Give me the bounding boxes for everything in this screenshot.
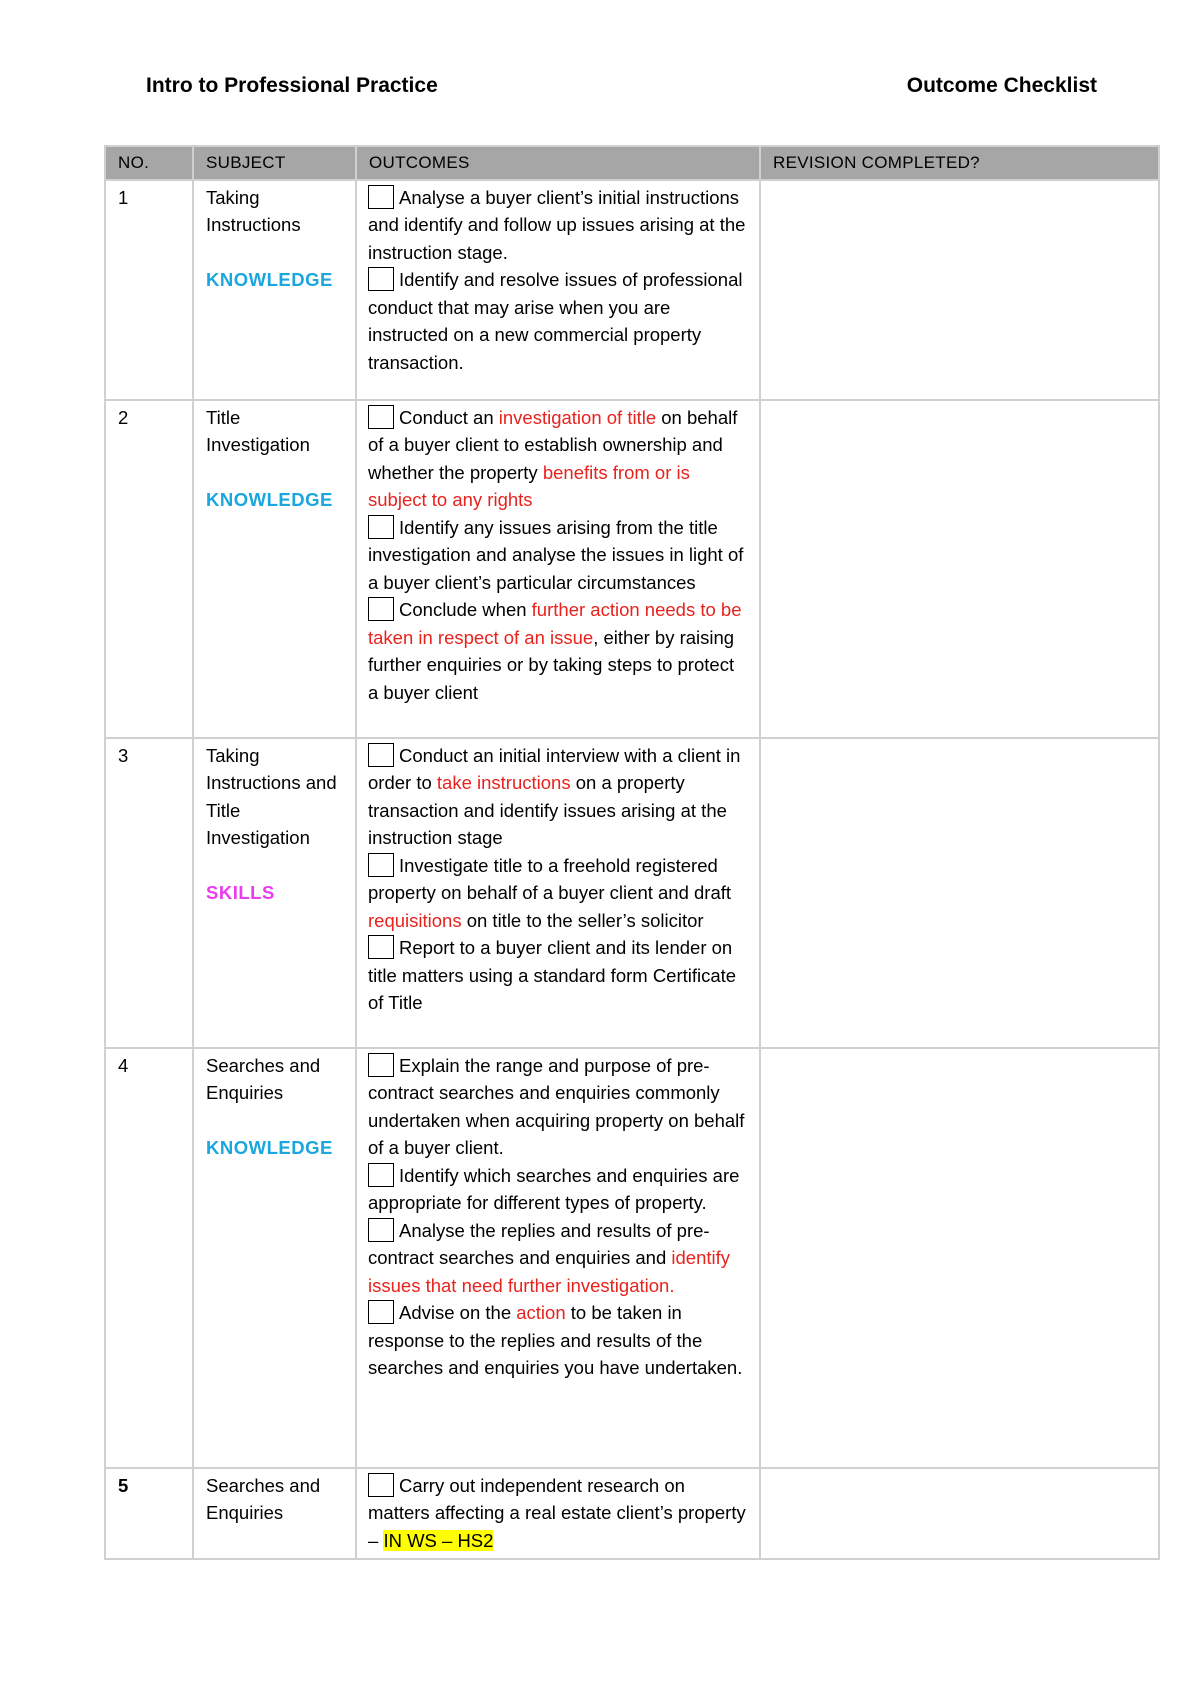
outcome-highlight-text: investigation of title [498, 406, 657, 428]
table-row [105, 1468, 1159, 1560]
checkbox-icon[interactable] [368, 1053, 394, 1077]
checkbox-icon[interactable] [368, 935, 394, 959]
outcome-highlight-text: identify issues that need further investigation. [368, 1247, 731, 1296]
checkbox-icon[interactable] [368, 1300, 394, 1324]
subject-name: Searches and Enquiries [206, 1054, 321, 1103]
outcome-item [368, 742, 749, 852]
subject-name: Searches and Enquiries [206, 1474, 321, 1523]
outcome-item [368, 934, 749, 1017]
outcome-checklist-table [104, 145, 1160, 1560]
table-row [105, 400, 1159, 738]
subject-name: Taking Instructions [206, 186, 301, 235]
column-header-subject: SUBJECT [193, 146, 356, 180]
revision-completed-cell[interactable] [760, 1048, 1159, 1468]
outcome-highlight-text: action [516, 1302, 566, 1323]
outcomes-cell [356, 400, 760, 738]
checkbox-icon[interactable] [368, 405, 394, 429]
outcome-item [368, 852, 749, 935]
subject-cell [193, 1048, 356, 1468]
subject-category-tag: KNOWLEDGE [206, 488, 333, 510]
outcome-text: , either by raising further enquiries or by taking steps to protect a buyer client [368, 626, 735, 703]
outcome-highlight-text: requisitions [368, 909, 462, 931]
outcomes-cell [356, 738, 760, 1048]
subject-cell [193, 400, 356, 738]
checkbox-icon[interactable] [368, 1163, 394, 1187]
column-header-no: NO. [105, 146, 193, 180]
checkbox-icon[interactable] [368, 1218, 394, 1242]
outcome-text: Conclude when [399, 599, 532, 620]
outcome-text: Analyse a buyer client’s initial instructions and identify and follow up issues arising at the instruction stage. [368, 186, 746, 263]
outcome-text: on a property transaction and identify issues arising at the instruction stage [368, 772, 727, 848]
row-number: 4 [105, 1048, 193, 1468]
outcome-text: Identify and resolve issues of professional conduct that may arise when you are instructed on a new commercial property transaction. [368, 269, 743, 373]
outcome-text: Advise on the [399, 1302, 517, 1323]
subject-name: Taking Instructions and Title Investigation [206, 744, 337, 848]
outcome-item [368, 1472, 749, 1555]
subject-cell [193, 1468, 356, 1560]
outcome-text: to be taken in response to the replies and results of the searches and enquiries you have undertaken. [368, 1302, 743, 1378]
row-number: 2 [105, 400, 193, 738]
outcome-text: on title to the seller’s solicitor [461, 909, 704, 931]
outcome-item [368, 184, 749, 267]
checkbox-icon[interactable] [368, 853, 394, 877]
column-header-revision: REVISION COMPLETED? [760, 146, 1159, 180]
outcome-text: Conduct an [399, 406, 499, 428]
subject-category-tag: KNOWLEDGE [206, 268, 333, 290]
outcome-text: on behalf of a buyer client to establish ownership and whether the property [368, 406, 738, 483]
checkbox-icon[interactable] [368, 1473, 394, 1497]
table-row [105, 180, 1159, 400]
checkbox-icon[interactable] [368, 597, 394, 621]
checkbox-icon[interactable] [368, 515, 394, 539]
subject-category-tag: SKILLS [206, 881, 275, 903]
document-title: Intro to Professional Practice [146, 74, 438, 97]
revision-completed-cell[interactable] [760, 400, 1159, 738]
outcome-marked-text: IN WS – HS2 [383, 1529, 494, 1551]
checkbox-icon[interactable] [368, 743, 394, 767]
outcome-text: Report to a buyer client and its lender on title matters using a standard form Certificate of Title [368, 937, 737, 1013]
revision-completed-cell[interactable] [760, 738, 1159, 1048]
outcome-item [368, 266, 749, 376]
page-header [146, 74, 1097, 108]
outcome-item [368, 1162, 749, 1217]
document-subtitle: Outcome Checklist [906, 74, 1097, 97]
subject-name: Title Investigation [206, 406, 310, 455]
outcome-item [368, 1217, 749, 1300]
outcomes-cell [356, 180, 760, 400]
outcome-text: Analyse the replies and results of pre-contract searches and enquiries and [368, 1219, 710, 1268]
table-row [105, 738, 1159, 1048]
outcome-highlight-text: take instructions [436, 772, 571, 793]
outcome-item [368, 596, 749, 706]
subject-cell [193, 180, 356, 400]
outcomes-cell [356, 1048, 760, 1468]
outcome-text: Identify any issues arising from the title investigation and analyse the issues in light of a buyer client’s particular circumstances [368, 516, 744, 593]
column-header-outcomes: OUTCOMES [356, 146, 760, 180]
checkbox-icon[interactable] [368, 185, 394, 209]
outcome-item [368, 1299, 749, 1382]
outcomes-cell [356, 1468, 760, 1560]
subject-category-tag: KNOWLEDGE [206, 1136, 333, 1158]
outcome-text: Investigate title to a freehold registered property on behalf of a buyer client and draft [368, 854, 732, 903]
row-number: 5 [105, 1468, 193, 1560]
outcome-text: Explain the range and purpose of pre-contract searches and enquiries commonly undertaken when acquiring property on behalf of a buyer client. [368, 1054, 745, 1158]
outcome-text: Conduct an initial interview with a client in order to [368, 744, 741, 793]
outcome-text: Carry out independent research on matters affecting a real estate client’s property – [368, 1474, 746, 1551]
table-header-row [105, 146, 1159, 180]
revision-completed-cell[interactable] [760, 1468, 1159, 1560]
outcome-item [368, 514, 749, 597]
table-row [105, 1048, 1159, 1468]
revision-completed-cell[interactable] [760, 180, 1159, 400]
row-number: 3 [105, 738, 193, 1048]
subject-cell [193, 738, 356, 1048]
outcome-item [368, 1052, 749, 1162]
checkbox-icon[interactable] [368, 267, 394, 291]
outcome-text: Identify which searches and enquiries are appropriate for different types of property. [368, 1164, 740, 1213]
outcome-highlight-text: further action needs to be taken in respect of an issue [368, 599, 742, 648]
outcome-item [368, 404, 749, 514]
row-number: 1 [105, 180, 193, 400]
outcome-highlight-text: benefits from or is subject to any rights [368, 461, 690, 510]
